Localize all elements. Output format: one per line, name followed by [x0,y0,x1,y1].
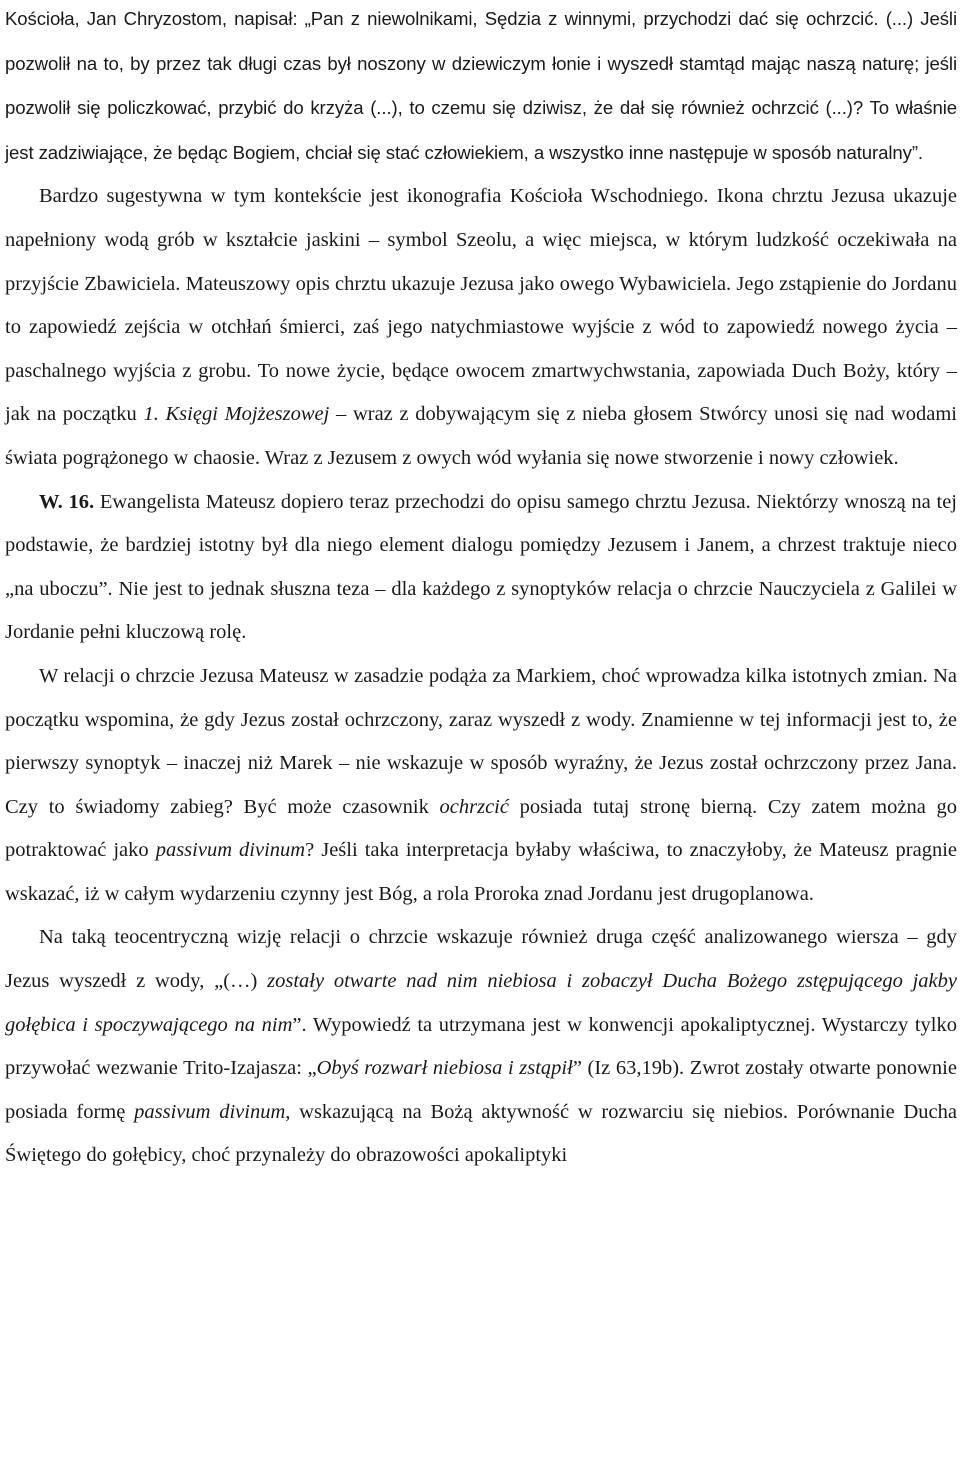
scripture-quote: zostały otwarte nad nim niebiosa i zobaczył Ducha Bożego zstępującego jakby gołębica i spoczywającego na nim [5,970,957,1036]
paragraph-verse-16 [5,481,957,655]
verse-label: W. 16. [39,490,95,513]
paragraph-text: – wraz z dobywającym się z nieba głosem Stwórcy unosi się nad wodami świata pogrążonego w chaosie. Wraz z Jezusem z owych wód wyłania się nowe stworzenie i nowy człowiek. [5,403,957,469]
italic-term: ochrzcić [439,795,509,818]
paragraph-theocentric-vision [5,916,957,1178]
paragraph-text: posiada tutaj stronę bierną. Czy zatem można go potraktować jako [5,795,957,862]
paragraph-matthew-mark [5,655,957,917]
document-page [5,0,957,1178]
paragraph-text: ”. Wypowiedź ta utrzymana jest w konwencji apokaliptycznej. Wystarczy tylko przywołać wezwanie Trito-Izajasza: „ [5,1013,957,1080]
paragraph-chrysostom-quote [5,0,957,175]
paragraph-text: Ewangelista Mateusz dopiero teraz przechodzi do opisu samego chrztu Jezusa. Niektórzy wnoszą na tej podstawie, że bardziej istotny był dla niego element dialogu pomiędzy Jezusem i Janem, a chrzest traktuje nieco „na uboczu”. Nie jest to jednak słuszna teza – dla każdego z synoptyków relacja o chrzcie Nauczyciela z Galilei w Jordanie pełni kluczową rolę. [5,490,957,644]
paragraph-text: Bardzo sugestywna w tym kontekście jest ikonografia Kościoła Wschodniego. Ikona chrztu Jezusa ukazuje napełniony wodą grób w kształcie jaskini – symbol Szeolu, a więc miejsca, w którym ludzkość oczekiwała na przyjście Zbawiciela. Mateuszowy opis chrztu ukazuje Jezusa jako owego Wybawiciela. Jego zstąpienie do Jordanu to zapowiedź zejścia w otchłań śmierci, zaś jego natychmiastowe wyjście z wód to zapowiedź nowego życia – paschalnego wyjścia z grobu. To nowe życie, będące owocem zmartwychwstania, zapowiada Duch Boży, który – jak na początku [5,185,957,426]
scripture-quote: Obyś rozwarł niebiosa i zstąpił [316,1057,573,1080]
paragraph-text: ? Jeśli taka interpretacja byłaby właściwa, to znaczyłoby, że Mateusz pragnie wskazać, iż w całym wydarzeniu czynny jest Bóg, a rola Proroka znad Jordanu jest drugoplanowa. [5,839,957,905]
paragraph-text: , wskazującą na Bożą aktywność w rozwarciu się niebios. Porównanie Ducha Świętego do gołębicy, choć przynależy do obrazowości apokaliptyki [5,1100,957,1167]
paragraph-eastern-iconography [5,175,957,480]
paragraph-text: W relacji o chrzcie Jezusa Mateusz w zasadzie podąża za Markiem, choć wprowadza kilka istotnych zmian. Na początku wspomina, że gdy Jezus został ochrzczony, zaraz wyszedł z wody. Znamienne w tej informacji jest to, że pierwszy synoptyk – inaczej niż Marek – nie wskazuje w sposób wyraźny, że Jezus został ochrzczony przez Jana. Czy to świadomy zabieg? Być może czasownik [5,664,957,818]
italic-term: passivum divinum [155,839,306,862]
paragraph-text: Na taką teocentryczną wizję relacji o chrzcie wskazuje również druga część analizowanego wiersza – gdy Jezus wyszedł z wody, „(…) [5,926,957,993]
quote-text: Kościoła, Jan Chryzostom, napisał: „Pan z niewolnikami, Sędzia z winnymi, przychodzi dać się ochrzcić. (...) Jeśli pozwolił na to, by przez tak długi czas był noszony w dziewiczym łonie i wyszedł stamtąd mając naszą naturę; jeśli pozwolił się policzkować, przybić do krzyża (...), to czemu się dziwisz, że dał się również ochrzcić (...)? To właśnie jest zadziwiające, że będąc Bogiem, chciał się stać człowiekiem, a wszystko inne następuje w sposób naturalny”. [5,8,957,163]
paragraph-text: ” (Iz 63,19b). Zwrot zostały otwarte ponownie posiada formę [5,1057,957,1123]
book-reference: 1. Księgi Mojżeszowej [143,403,330,426]
italic-term: passivum divinum [134,1100,286,1123]
